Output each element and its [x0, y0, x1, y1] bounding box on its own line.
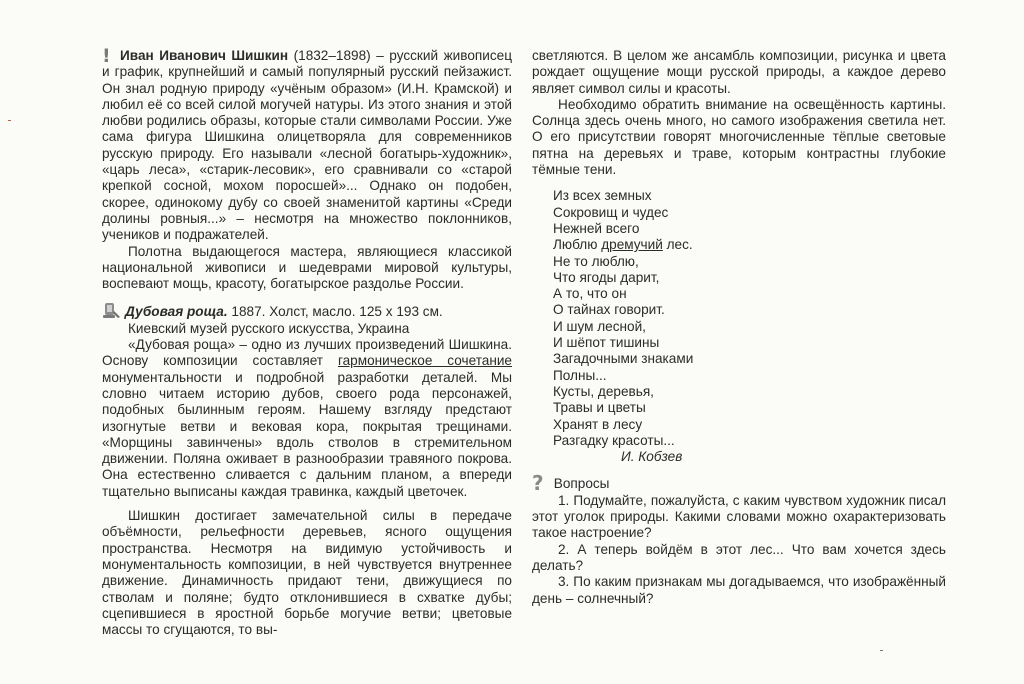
poem-line: Из всех земных	[553, 188, 652, 204]
paragraph-oak-grove	[102, 337, 512, 500]
poem-line: Полны...	[553, 367, 607, 383]
underlined-word: дремучий	[601, 237, 663, 253]
oak-grove-text-end: монументальности и подробной разработки деталей. Мы словно читаем историю дубов, своего рода персонажей, подобных былинным героям. Нашему взгляду предстают изогнутые ветви и вековая кора, покрытая трещинами. «Морщины завинчены» вдоль стволов в стремительном движении. Поляна оживает в разнообразии травяного покрова. Она естественно сливается с дальним планом, а впереди тщательно выписаны каждая травинка, каждый цветочек.	[102, 369, 512, 499]
poem-line-start: Люблю	[553, 237, 602, 253]
poem-line: Нежней всего	[553, 220, 640, 236]
question-item: 2. А теперь войдём в этот лес... Что вам хочется здесь делать?	[532, 541, 946, 573]
poem-line-end: лес.	[662, 237, 693, 253]
intro-paragraph	[102, 45, 512, 244]
poem-line: Кусты, деревья,	[553, 383, 654, 399]
paragraph-masterpieces: Полотна выдающегося мастера, являющиеся классикой национальной живописи и шедеврами мировой культуры, воспевают мощь, красоту, богатырское раздолье России.	[102, 243, 512, 292]
painting-caption	[102, 302, 512, 320]
poem-author: И. Кобзев	[621, 449, 683, 465]
poem-line: И шёпот тишины	[553, 335, 660, 351]
painting-museum: Киевский музей русского искусства, Украина	[128, 320, 410, 336]
term-harmonious-combination: гармоническое сочетание	[337, 353, 512, 369]
poem-line: О тайнах говорит.	[553, 302, 665, 318]
questions-heading-label: Вопросы	[553, 476, 610, 492]
poem-line: А то, что он	[553, 286, 627, 302]
left-column	[102, 45, 512, 638]
poem-line: Разгадку красоты...	[553, 432, 675, 448]
paragraph-continuation: светляются. В целом же ансамбль композиции, рисунка и цвета рождает ощущение мощи русской природы, а каждое дерево являет символ силы и красоты.	[532, 48, 946, 96]
poem-line: И шум лесной,	[553, 318, 646, 334]
poem	[553, 188, 946, 465]
poem-line: Что ягоды дарит,	[553, 269, 660, 285]
poem-line: Не то люблю,	[553, 253, 639, 269]
artist-name: Иван Иванович Шишкин	[120, 48, 289, 63]
paragraph-lighting: Необходимо обратить внимание на освещённость картины. Солнца здесь очень много, но самого изображения светила нет. О его присутствии говорят многочисленные тёплые световые пятна на деревьях и траве, которым контрастны глубокие тёмные тени.	[532, 96, 946, 178]
scan-speck	[8, 120, 11, 121]
poem-line	[553, 237, 946, 253]
question-icon: ?	[532, 471, 544, 496]
poem-line: Травы и цветы	[553, 400, 646, 416]
painting-title: Дубовая роща.	[125, 304, 228, 320]
painting-details: 1887. Холст, масло. 125 x 193 см.	[227, 304, 443, 320]
brush-icon	[102, 302, 122, 319]
poem-line: Хранят в лесу	[553, 416, 643, 432]
questions-section	[532, 471, 946, 606]
scan-speck	[880, 650, 883, 651]
intro-text: (1832–1898) – русский живописец и график, крупнейший и самый популярный русский пейзажист. Он знал родную природу «учёным образом» (И.Н. Крамской) и любил её со всей силой могучей натуры. Из этого знания и этой любви родились образы, которые стали символами России. Уже сама фигура Шишкина олицетворяла для современников русскую природу. Его называли «лесной богатырь-художник», «царь леса», «старик-лесовик», его сравнивали со «старой крепкой сосной, мохом поросшей»... Однако он подобен, скорее, одинокому дубу со своей знаменитой картины «Среди долины ровныя...» – несмотря на множество поклонников, учеников и подражателей.	[102, 48, 512, 243]
question-item: 3. По каким признакам мы догадываемся, что изображённый день – солнечный?	[532, 574, 946, 606]
paragraph-volume: Шишкин достигает замечательной силы в передаче объёмности, рельефности деревьев, ясного ощущения пространства. Несмотря на видимую устойчивость и монументальность композиции, в ней чувствуется внутреннее движение. Динамичность придают тени, движущиеся по стволам и поляне; будто отклонившиеся в схватке дубы; сцепившиеся в яростной борьбе могучие ветви; цветовые массы то сгущаются, то вы-	[102, 508, 512, 638]
exclamation-icon: !	[102, 45, 111, 67]
question-item: 1. Подумайте, пожалуйста, с каким чувством художник писал этот уголок природы. Какими словами можно охарактеризовать такое настроение?	[532, 492, 946, 541]
right-column	[532, 48, 946, 607]
poem-line: Сокровищ и чудес	[553, 204, 669, 220]
questions-heading	[532, 471, 946, 496]
poem-line: Загадочными знаками	[553, 351, 694, 367]
oak-grove-text-start: «Дубовая роща» – одно из лучших произведений Шишкина. Основу композиции составляет	[102, 337, 512, 369]
